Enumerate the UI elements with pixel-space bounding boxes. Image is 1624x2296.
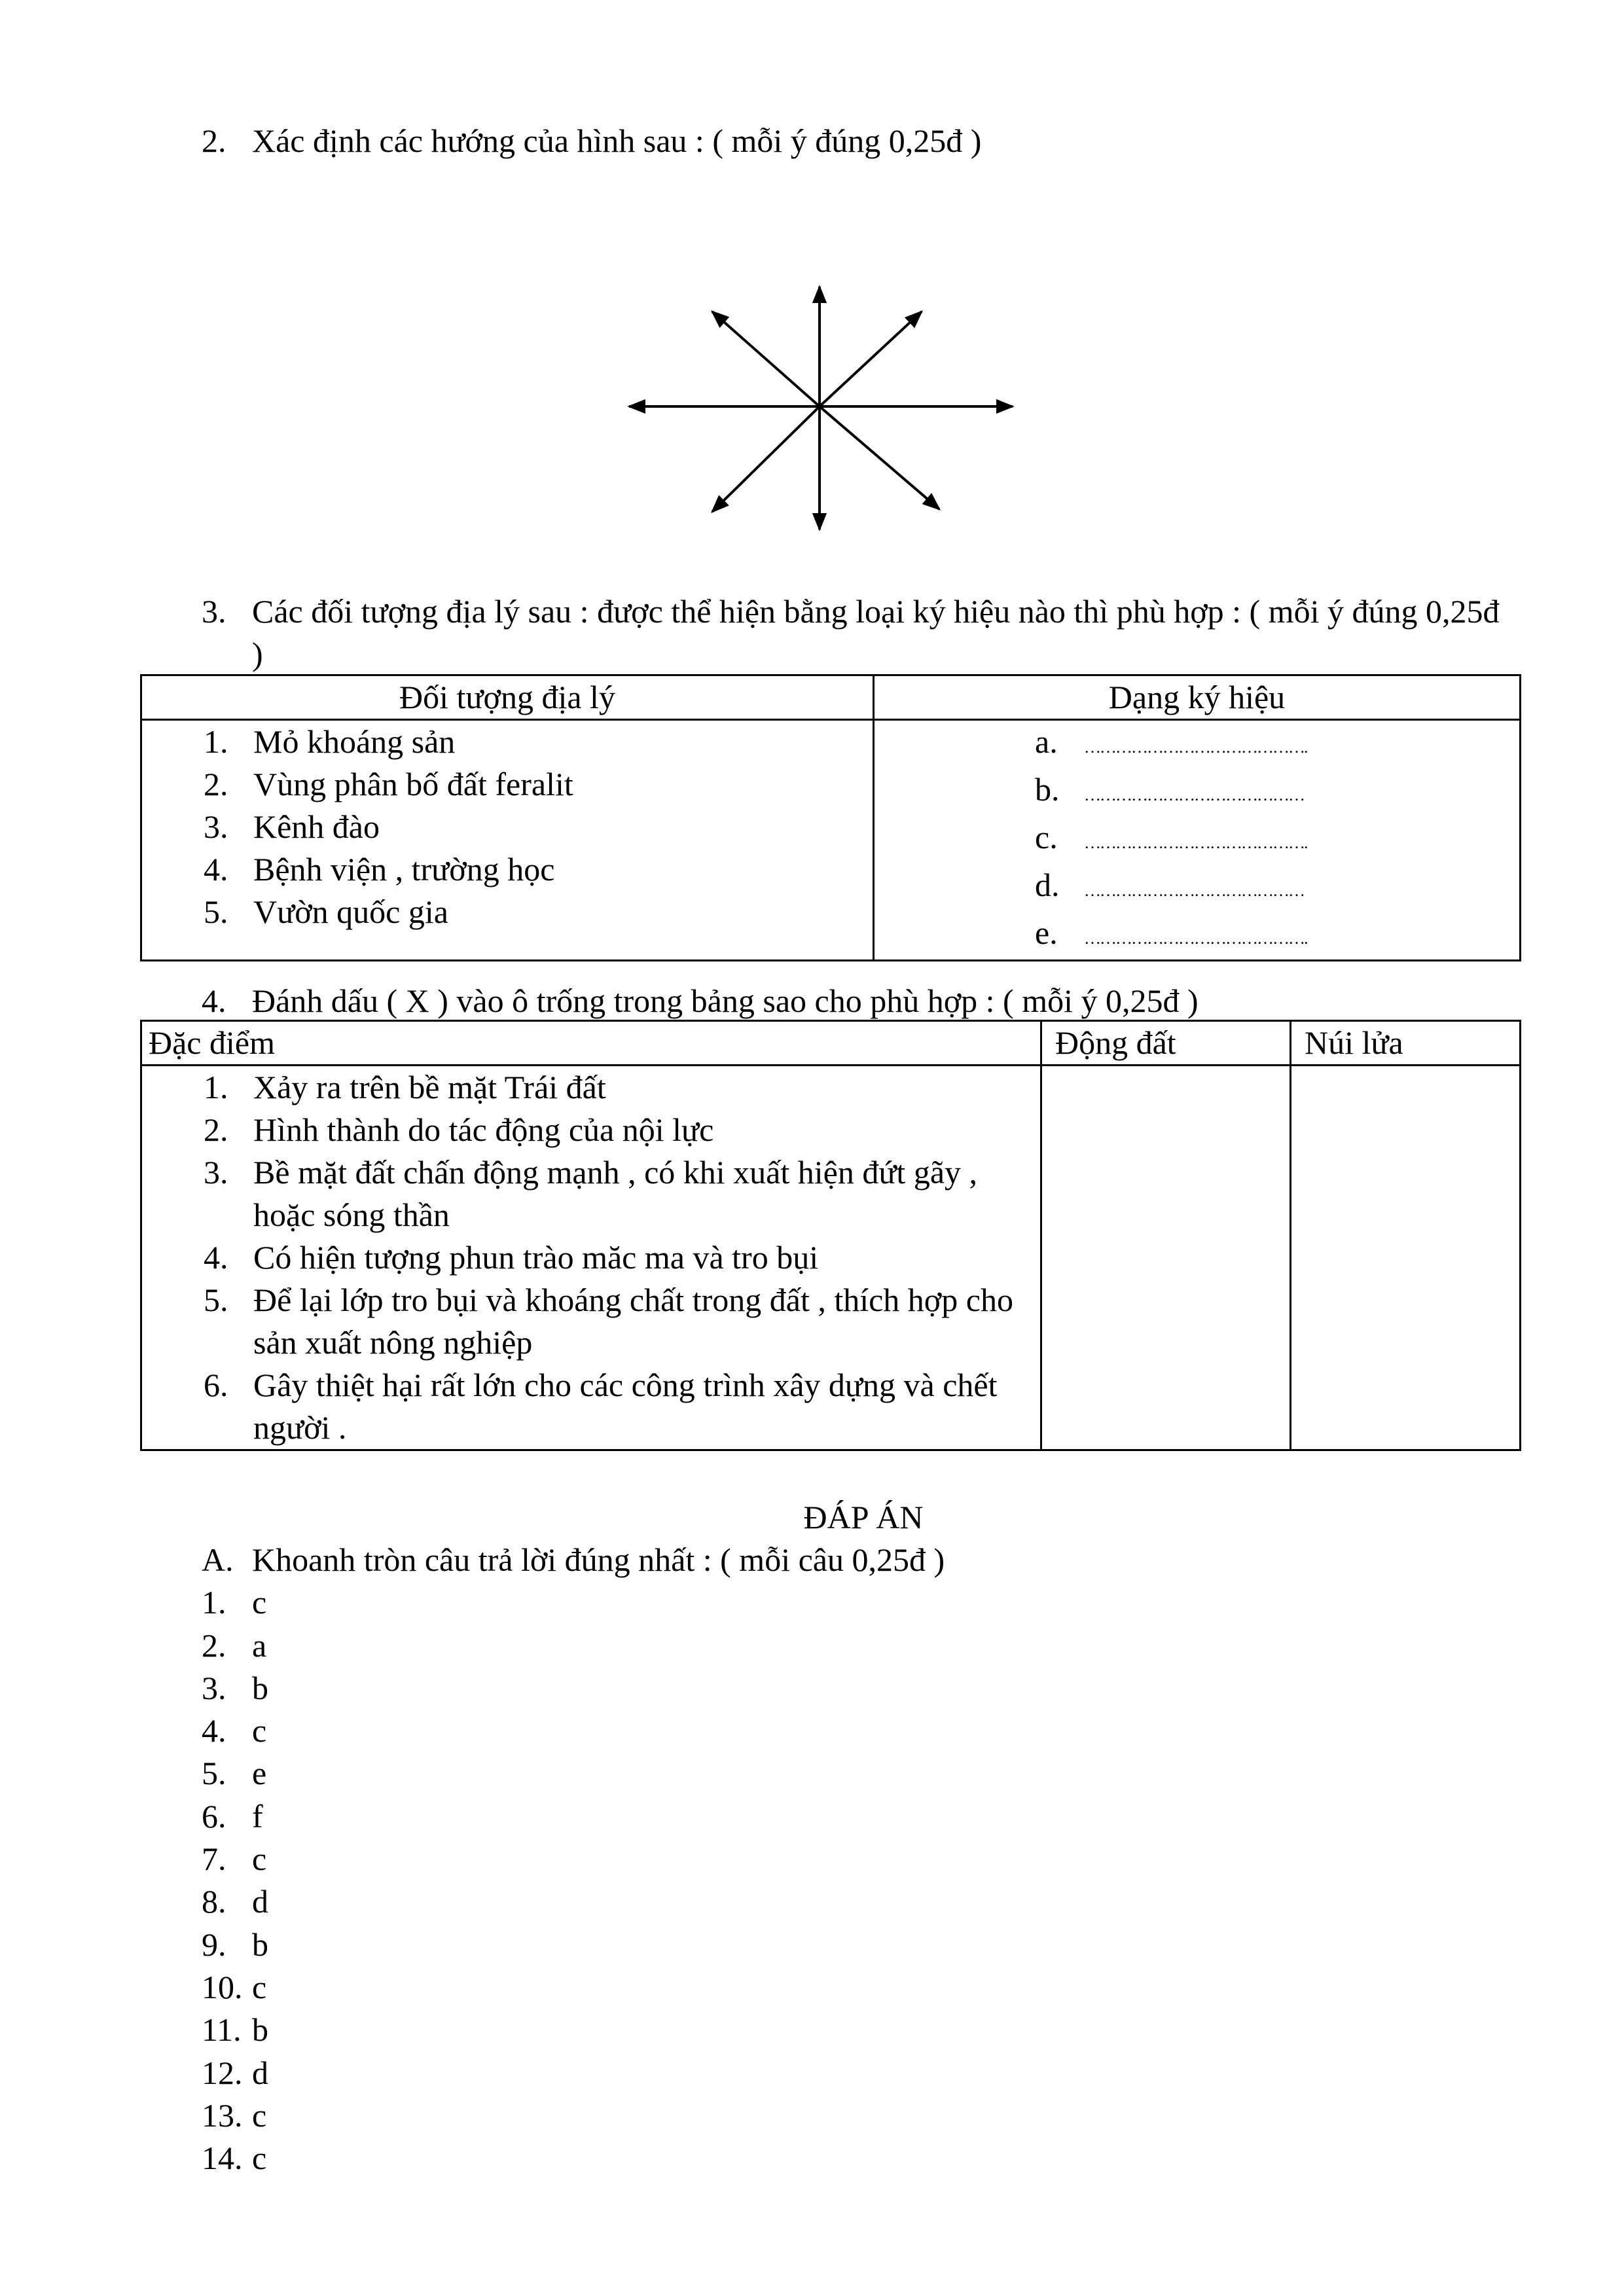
question-text: Các đối tượng địa lý sau : được thể hiện bằng loại ký hiệu nào thì phù hợp : ( mỗi ý đúng 0,25đ ) [252, 593, 1500, 672]
blank-item[interactable]: b. …………………………………… [1035, 771, 1304, 808]
arrow-southwest [712, 406, 820, 512]
answer-item: 8. d [202, 1883, 268, 1920]
list-item: 1. Mỏ khoáng sản [204, 723, 456, 760]
answer-item: 1. c [202, 1584, 267, 1621]
column-header: Dạng ký hiệu [874, 675, 1521, 720]
question-3 [202, 590, 1504, 675]
column-header: Đối tượng địa lý [141, 675, 874, 720]
question-number: 3. [202, 593, 226, 630]
answer-item: 13. c [202, 2096, 267, 2134]
blank-item[interactable]: a. ……………………………………. [1035, 723, 1307, 760]
characteristics-table [140, 1020, 1521, 1451]
answer-item: 6. f [202, 1797, 263, 1835]
answer-item: 14. c [202, 2140, 267, 2177]
answer-item: 9. b [202, 1926, 268, 1963]
objects-cell [141, 720, 874, 961]
answer-key-title: ĐÁP ÁN [803, 1499, 924, 1535]
list-item: 3. Bề mặt đất chấn động mạnh , có khi xuất hiện đứt gãy , hoặc sóng thần [204, 1154, 978, 1233]
answer-item: 11. b [202, 2011, 268, 2049]
answer-item: 4. c [202, 1712, 267, 1749]
list-item: 1. Xảy ra trên bề mặt Trái đất [204, 1069, 606, 1105]
arrow-northwest [712, 312, 820, 406]
arrow-southeast [820, 406, 939, 509]
volcano-checkbox-cell[interactable] [1291, 1066, 1521, 1450]
column-header: Núi lửa [1291, 1021, 1521, 1066]
answer-item: 7. c [202, 1840, 267, 1878]
list-item: 2. Hình thành do tác động của nội lực [204, 1111, 714, 1148]
answer-item: 12. d [202, 2054, 268, 2091]
answer-item: 5. e [202, 1755, 267, 1792]
question-text: Xác định các hướng của hình sau : ( mỗi ý đúng 0,25đ ) [252, 122, 982, 159]
answer-key [202, 1539, 945, 2179]
symbol-table [140, 674, 1521, 961]
answer-item: 10. c [202, 1968, 267, 2005]
arrow-northeast [820, 312, 922, 406]
earthquake-checkbox-cell[interactable] [1041, 1066, 1291, 1450]
question-number: 2. [202, 122, 226, 159]
answer-section: A. Khoanh tròn câu trả lời đúng nhất : ( mỗi câu 0,25đ ) [202, 1541, 945, 1578]
list-item: 5. Để lại lớp tro bụi và khoáng chất trong đất , thích hợp cho sản xuất nông nghiệp [204, 1282, 1013, 1361]
list-item: 3. Kênh đào [204, 808, 380, 845]
symbols-cell [874, 720, 1521, 961]
blank-item[interactable]: c. ……………………………………. [1035, 819, 1307, 855]
list-item: 6. Gây thiệt hại rất lớn cho các công trình xây dựng và chết người . [204, 1367, 998, 1446]
list-item: 5. Vườn quốc gia [204, 893, 448, 930]
question-text: Đánh dấu ( X ) vào ô trống trong bảng sao cho phù hợp : ( mỗi ý 0,25đ ) [252, 982, 1199, 1019]
answer-item: 2. a [202, 1626, 267, 1664]
characteristics-cell [141, 1066, 1041, 1450]
list-item: 2. Vùng phân bố đất feralit [204, 766, 573, 802]
blank-item[interactable]: e. ……………………………………. [1035, 914, 1307, 951]
list-item: 4. Bệnh viện , trường học [204, 851, 555, 888]
question-number: 4. [202, 982, 226, 1019]
column-header: Đặc điểm [141, 1021, 1041, 1066]
blank-item[interactable]: d. …………………………………… [1035, 867, 1304, 903]
answer-item: 3. b [202, 1669, 268, 1706]
column-header: Động đất [1041, 1021, 1291, 1066]
compass-directions-diagram [0, 0, 1624, 589]
question-4 [202, 980, 1504, 1022]
list-item: 4. Có hiện tượng phun trào măc ma và tro bụi [204, 1239, 819, 1276]
